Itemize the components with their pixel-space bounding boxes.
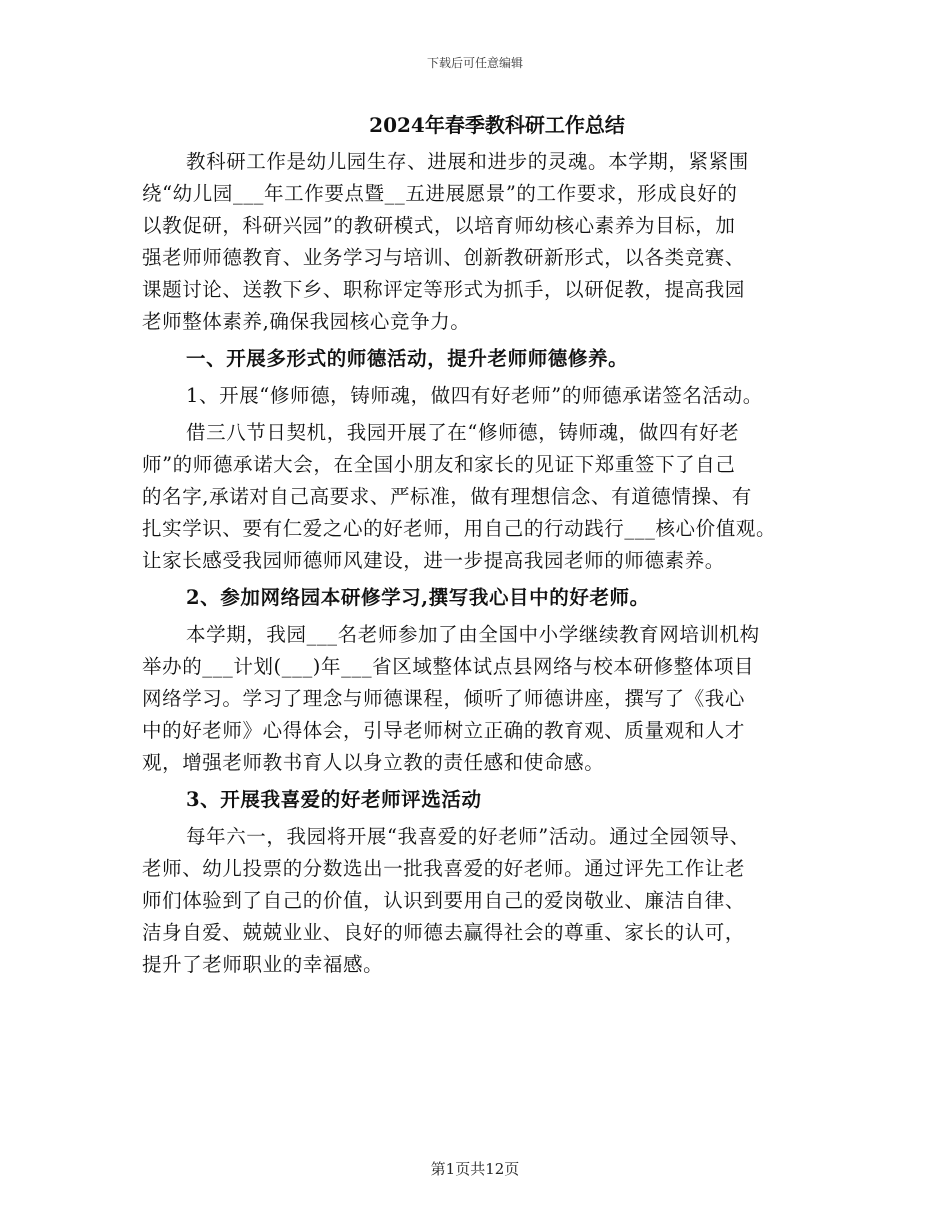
paragraph-line: 师们体验到了自己的价值，认识到要用自己的爱岗敬业、廉洁自律、 [142, 889, 746, 912]
section-1-heading: 一、开展多形式的师德活动，提升老师师德修养。 [186, 347, 629, 370]
paragraph-line: 教科研工作是幼儿园生存、进展和进步的灵魂。本学期，紧紧围 [186, 150, 749, 173]
section-3-paragraph [142, 821, 832, 981]
paragraph-line: 网络学习。学习了理念与师德课程，倾听了师德讲座，撰写了《我心 [142, 687, 746, 710]
document-body [142, 112, 832, 981]
section-2-heading: 2、参加网络园本研修学习,撰写我心目中的好老师。 [186, 586, 650, 609]
paragraph-line: 扎实学识、要有仁爱之心的好老师，用自己的行动践行___核心价值观。 [142, 517, 777, 540]
paragraph-line: 让家长感受我园师德师风建设，进一步提高我园老师的师德素养。 [142, 549, 725, 572]
paragraph-line: 老师、幼儿投票的分数选出一批我喜爱的好老师。通过评先工作让老 [142, 857, 746, 880]
paragraph-line: 洁身自爱、兢兢业业、良好的师德去赢得社会的尊重、家长的认可， [142, 921, 746, 944]
header-note: 下载后可任意编辑 [426, 56, 523, 70]
document-title: 2024年春季教科研工作总结 [369, 113, 625, 137]
intro-paragraph [142, 146, 832, 338]
paragraph-line: 强老师师德教育、业务学习与培训、创新教研新形式，以各类竞赛、 [142, 246, 746, 269]
paragraph-line: 的名字,承诺对自己高要求、严标准，做有理想信念、有道德情操、有 [142, 485, 752, 508]
section-2-paragraph [142, 619, 832, 779]
paragraph-line: 提升了老师职业的幸福感。 [142, 953, 384, 976]
paragraph-line: 中的好老师》心得体会，引导老师树立正确的教育观、质量观和人才 [142, 719, 746, 742]
paragraph-line: 以教促研，科研兴园”的教研模式，以培育师幼核心素养为目标，加 [142, 214, 736, 237]
page-number: 第1页共12页 [430, 1160, 520, 1178]
paragraph-line: 绕“幼儿园___年工作要点暨__五进展愿景”的工作要求，形成良好的 [142, 182, 738, 205]
section-1-subheading: 1、开展“修师德，铸师魂，做四有好老师”的师德承诺签名活动。 [186, 384, 763, 407]
paragraph-line: 借三八节日契机，我园开展了在“修师德，铸师魂，做四有好老 [186, 421, 740, 444]
paragraph-line: 每年六一，我园将开展“我喜爱的好老师”活动。通过全园领导、 [186, 825, 750, 848]
section-3-heading: 3、开展我喜爱的好老师评选活动 [186, 788, 482, 811]
paragraph-line: 观，增强老师教书育人以身立教的责任感和使命感。 [142, 751, 605, 774]
paragraph-line: 举办的___计划(___)年___省区域整体试点县网络与校本研修整体项目 [142, 655, 755, 678]
paragraph-line: 老师整体素养,确保我园核心竞争力。 [142, 310, 471, 333]
paragraph-line: 本学期，我园___名老师参加了由全国中小学继续教育网培训机构 [186, 623, 760, 646]
paragraph-line: 课题讨论、送教下乡、职称评定等形式为抓手，以研促教，提高我园 [142, 278, 746, 301]
paragraph-line: 师”的师德承诺大会，在全国小朋友和家长的见证下郑重签下了自己 [142, 453, 736, 476]
section-1-paragraph [142, 417, 832, 577]
